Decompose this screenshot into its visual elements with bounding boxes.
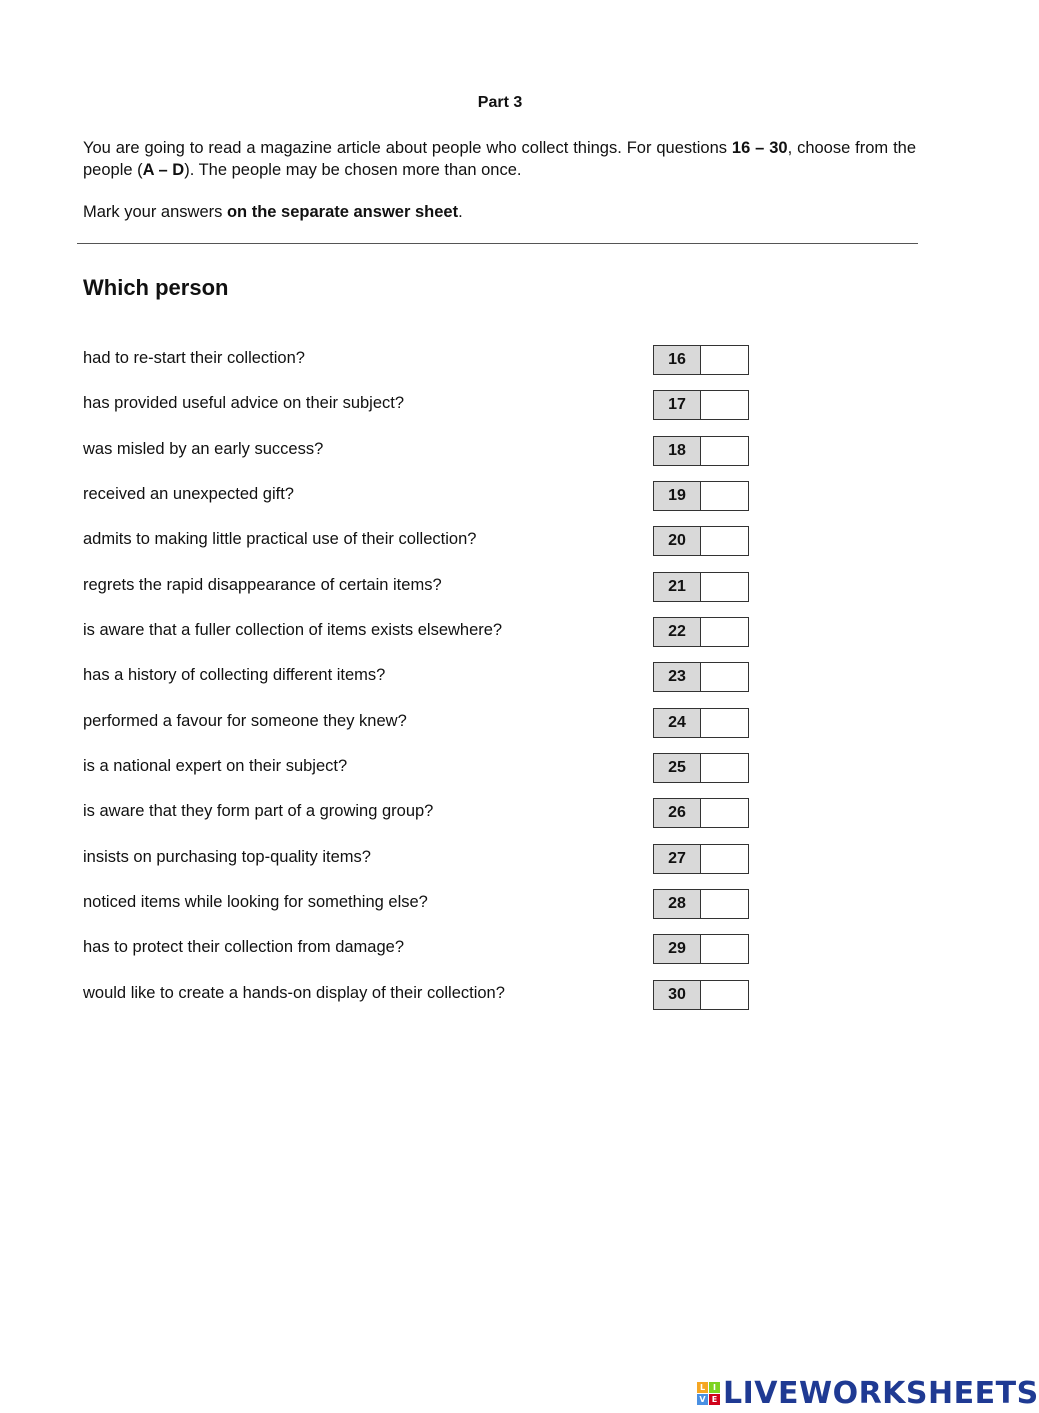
question-number: 20 xyxy=(653,526,701,556)
liveworksheets-logo xyxy=(697,1376,1039,1410)
answer-box[interactable] xyxy=(700,572,749,602)
answer-instruction-text-2: . xyxy=(458,203,463,221)
answer-box[interactable] xyxy=(700,345,749,375)
question-text: was misled by an early success? xyxy=(83,440,324,458)
logo-tile: I xyxy=(709,1382,720,1393)
question-number: 27 xyxy=(653,844,701,874)
question-text: insists on purchasing top-quality items? xyxy=(83,848,371,866)
people-range: A – D xyxy=(142,161,185,179)
question-row xyxy=(83,572,753,604)
answer-instruction-bold: on the separate answer sheet xyxy=(226,203,459,221)
question-row xyxy=(83,980,753,1012)
answer-box[interactable] xyxy=(700,526,749,556)
answer-box[interactable] xyxy=(700,753,749,783)
answer-box[interactable] xyxy=(700,390,749,420)
question-row xyxy=(83,436,753,468)
logo-text: LIVEWORKSHEETS xyxy=(723,1375,1039,1411)
instructions-text-3: ). The people may be chosen more than once. xyxy=(184,161,522,179)
question-row xyxy=(83,617,753,649)
question-row xyxy=(83,708,753,740)
question-text: would like to create a hands-on display of their collection? xyxy=(83,984,505,1002)
question-text: is aware that a fuller collection of items exists elsewhere? xyxy=(83,621,503,639)
instructions-text-1: You are going to read a magazine article about people who collect things. For questions xyxy=(83,139,732,157)
answer-box[interactable] xyxy=(700,481,749,511)
question-row xyxy=(83,844,753,876)
question-text: has to protect their collection from damage? xyxy=(83,938,405,956)
question-row xyxy=(83,662,753,694)
logo-icon xyxy=(697,1382,720,1405)
question-text: has provided useful advice on their subject? xyxy=(83,394,405,412)
answer-instruction xyxy=(83,203,463,222)
logo-tile: L xyxy=(697,1382,708,1393)
question-row xyxy=(83,481,753,513)
question-row xyxy=(83,345,753,377)
question-text: received an unexpected gift? xyxy=(83,485,294,503)
part-title: Part 3 xyxy=(477,94,523,111)
answer-box[interactable] xyxy=(700,980,749,1010)
question-number: 24 xyxy=(653,708,701,738)
answer-instruction-text-1: Mark your answers xyxy=(83,203,227,221)
question-row xyxy=(83,390,753,422)
question-row xyxy=(83,753,753,785)
question-number: 18 xyxy=(653,436,701,466)
question-row xyxy=(83,889,753,921)
question-text: is a national expert on their subject? xyxy=(83,757,348,775)
question-text: is aware that they form part of a growing group? xyxy=(83,802,434,820)
which-person-heading: Which person xyxy=(83,275,229,300)
answer-box[interactable] xyxy=(700,798,749,828)
question-row xyxy=(83,526,753,558)
question-range: 16 – 30 xyxy=(731,139,788,157)
answer-box[interactable] xyxy=(700,436,749,466)
question-text: performed a favour for someone they knew? xyxy=(83,712,407,730)
question-number: 21 xyxy=(653,572,701,602)
answer-box[interactable] xyxy=(700,617,749,647)
question-number: 19 xyxy=(653,481,701,511)
answer-box[interactable] xyxy=(700,708,749,738)
instructions-paragraph xyxy=(83,137,916,181)
question-row xyxy=(83,934,753,966)
answer-box[interactable] xyxy=(700,934,749,964)
question-text: admits to making little practical use of their collection? xyxy=(83,530,477,548)
logo-tile: E xyxy=(709,1394,720,1405)
answer-box[interactable] xyxy=(700,889,749,919)
question-row xyxy=(83,798,753,830)
question-text: has a history of collecting different items? xyxy=(83,666,386,684)
question-number: 28 xyxy=(653,889,701,919)
question-number: 22 xyxy=(653,617,701,647)
question-number: 16 xyxy=(653,345,701,375)
question-number: 26 xyxy=(653,798,701,828)
answer-box[interactable] xyxy=(700,844,749,874)
divider-line xyxy=(77,243,918,244)
answer-box[interactable] xyxy=(700,662,749,692)
question-text: had to re-start their collection? xyxy=(83,349,305,367)
instructions-text-2: , choose from the people ( xyxy=(83,139,917,179)
question-number: 25 xyxy=(653,753,701,783)
question-number: 29 xyxy=(653,934,701,964)
question-number: 23 xyxy=(653,662,701,692)
question-text: regrets the rapid disappearance of certain items? xyxy=(83,576,442,594)
question-number: 17 xyxy=(653,390,701,420)
question-number: 30 xyxy=(653,980,701,1010)
logo-tile: V xyxy=(697,1394,708,1405)
question-text: noticed items while looking for something else? xyxy=(83,893,428,911)
